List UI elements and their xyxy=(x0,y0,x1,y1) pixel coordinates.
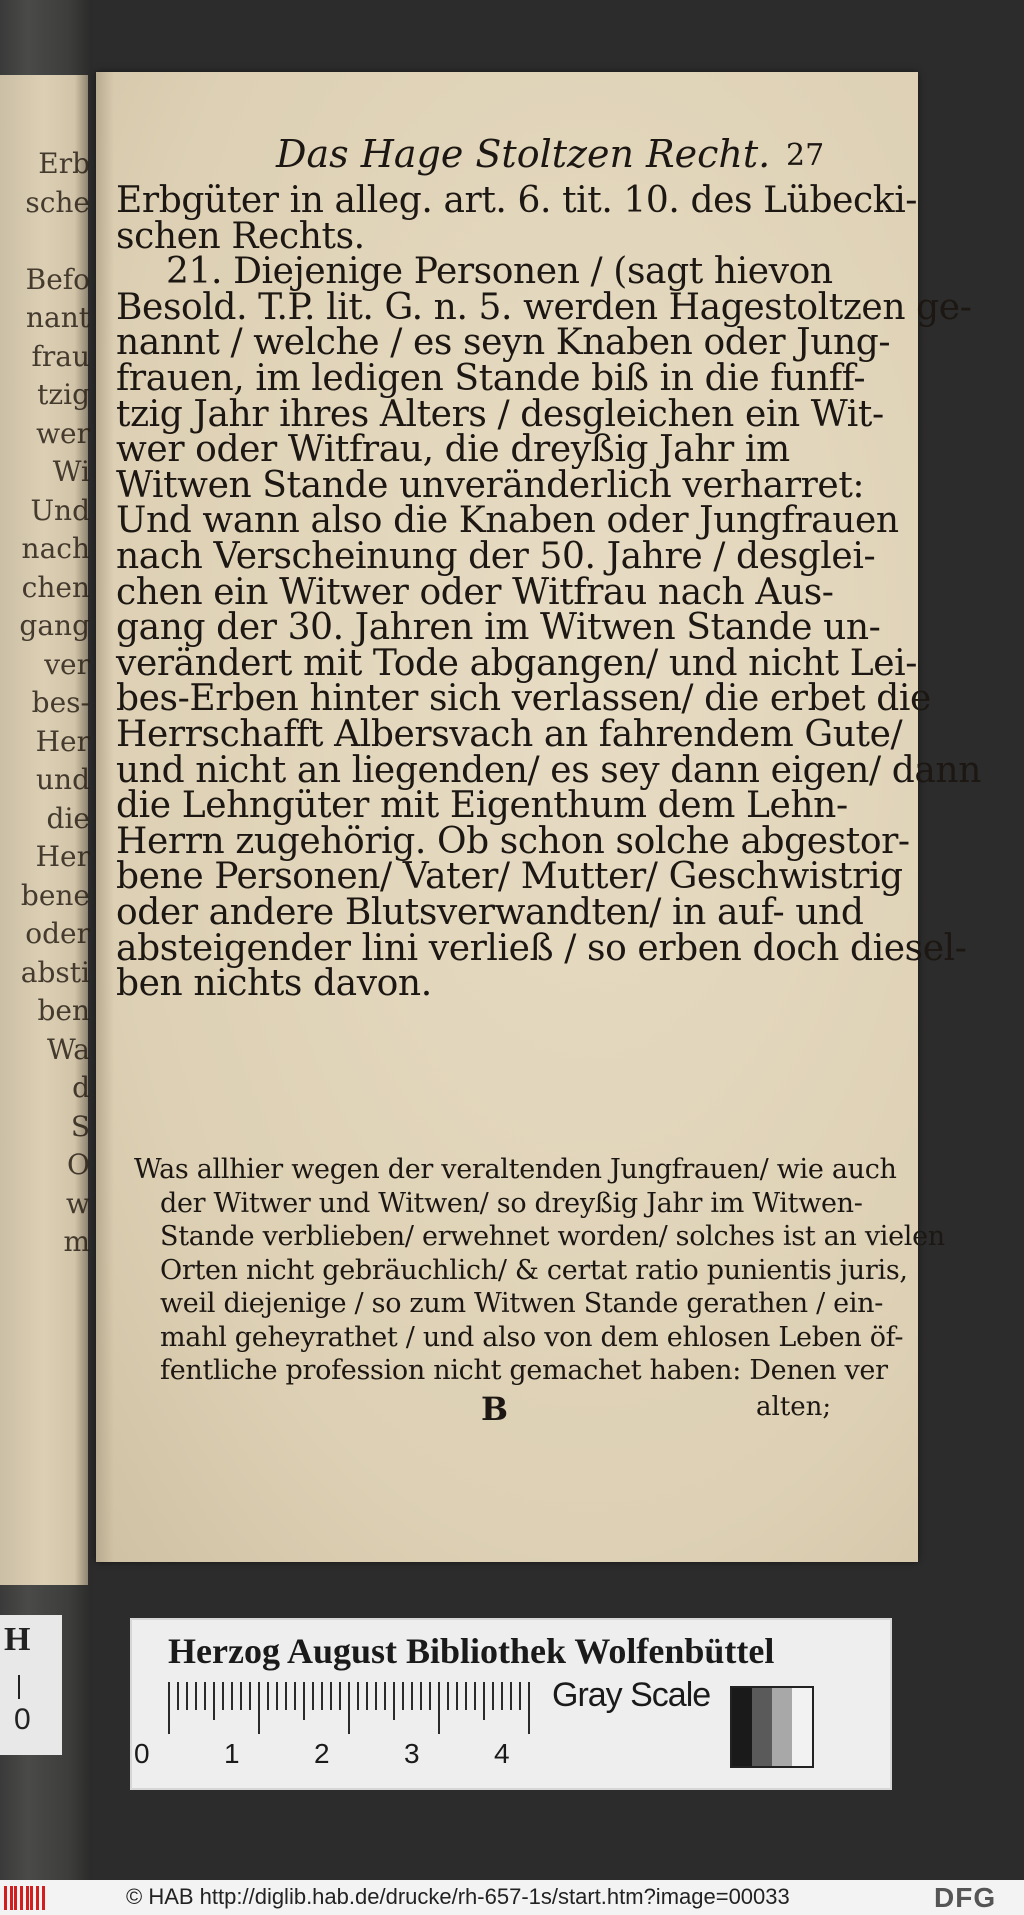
ruler-tick xyxy=(186,1682,188,1710)
ruler-tick xyxy=(510,1682,512,1710)
ruler-tick xyxy=(465,1682,467,1710)
left-page-text-fragment: frau xyxy=(31,339,90,373)
ruler-tick xyxy=(303,1682,305,1720)
ruler-tick xyxy=(474,1682,476,1710)
ruler-tick xyxy=(231,1682,233,1710)
ruler-tick xyxy=(393,1682,395,1720)
left-page-text-fragment: gang xyxy=(19,609,90,642)
ruler-tick xyxy=(177,1682,179,1710)
page-number: 27 xyxy=(786,138,825,173)
body-line: verändert mit Tode abgangen/ und nicht Lei- xyxy=(116,642,918,684)
left-page-text-fragment: nant xyxy=(25,301,90,334)
left-page-text-fragment: bene xyxy=(20,878,90,912)
left-page-text-fragment: S xyxy=(70,1109,90,1143)
left-page-text-fragment: absti xyxy=(20,955,90,989)
catchword: alten; xyxy=(756,1392,832,1422)
left-page-text-fragment: ben xyxy=(37,994,90,1027)
body-line: frauen, im ledigen Stande biß in die funff- xyxy=(116,358,866,399)
book-page xyxy=(96,72,981,1562)
left-page-text-fragment: nach xyxy=(21,532,90,565)
ruler-tick xyxy=(195,1682,197,1710)
scale-ruler xyxy=(168,1682,568,1742)
left-target-number: 0 xyxy=(14,1703,31,1736)
ruler-tick xyxy=(168,1682,170,1734)
gray-swatch xyxy=(792,1688,812,1766)
left-page-text-fragment: Her xyxy=(35,724,90,758)
left-color-target-fragment xyxy=(0,1615,62,1755)
gray-swatch xyxy=(772,1688,792,1766)
ruler-tick xyxy=(492,1682,494,1710)
left-page-text-fragment: Befo xyxy=(25,262,90,296)
gray-swatch xyxy=(732,1688,752,1766)
page-gutter xyxy=(96,72,114,1562)
footnote-line: Orten nicht gebräuchlich/ & certat ratio punientis juris, xyxy=(160,1254,908,1286)
ruler-tick xyxy=(321,1682,323,1710)
ruler-tick xyxy=(240,1682,242,1710)
left-page-text-fragment: die xyxy=(46,801,90,835)
left-page-text-fragment: m xyxy=(63,1225,90,1258)
left-page-fragment xyxy=(0,75,88,1585)
body-line: gang der 30. Jahren im Witwen Stande un- xyxy=(116,607,881,649)
barcode-icon xyxy=(4,1886,48,1910)
footnote-line: Was allhier wegen der veraltenden Jungfrauen/ wie auch xyxy=(134,1154,897,1185)
ruler-tick xyxy=(438,1682,440,1734)
left-page-text-fragment: chen xyxy=(21,570,90,604)
left-page-text-fragment: Erb xyxy=(38,147,90,180)
left-page-text-fragment: ver xyxy=(44,647,90,681)
ruler-tick xyxy=(339,1682,341,1710)
left-page-text-fragment: wer xyxy=(36,416,90,450)
footnote-line: fentliche profession nicht gemachet haben: Denen ver xyxy=(160,1355,888,1386)
body-line: nannt / welche / es seyn Knaben oder Jung- xyxy=(116,322,891,364)
ruler-tick xyxy=(258,1682,260,1734)
ruler-tick xyxy=(429,1682,431,1710)
ruler-tick xyxy=(519,1682,521,1710)
ruler-tick xyxy=(375,1682,377,1710)
body-line: oder andere Blutsverwandten/ in auf- und xyxy=(116,892,864,933)
body-line: chen ein Witwer oder Witfrau nach Aus- xyxy=(116,571,834,613)
body-line: tzig Jahr ihres Alters / desgleichen ein Wit- xyxy=(116,393,884,435)
left-page-text-fragment: d xyxy=(72,1071,90,1104)
body-line: nach Verscheinung der 50. Jahre / desglei- xyxy=(116,536,876,577)
left-page-text-fragment: O xyxy=(67,1148,90,1181)
footnote-line: Stande verblieben/ erwehnet worden/ solches ist an vielen xyxy=(160,1221,945,1252)
left-page-text-fragment: sche xyxy=(25,185,90,219)
ruler-tick xyxy=(357,1682,359,1710)
footnote-line: der Witwer und Witwen/ so dreyßig Jahr im Witwen- xyxy=(160,1187,863,1219)
ruler-tick xyxy=(276,1682,278,1710)
body-line: schen Rechts. xyxy=(116,215,365,257)
body-line: bes-Erben hinter sich verlassen/ die erbet die xyxy=(116,678,931,720)
left-page-text-fragment: und xyxy=(36,763,90,796)
left-page-text-fragment: oder xyxy=(25,917,90,950)
body-line: Herrn zugehörig. Ob schon solche abgestor- xyxy=(116,820,910,862)
body-line: Witwen Stande unveränderlich verharret: xyxy=(116,464,865,506)
body-line: bene Personen/ Vater/ Mutter/ Geschwistrig xyxy=(116,856,903,898)
left-page-text-fragment: Wa xyxy=(46,1032,90,1066)
running-head: Das Hage Stoltzen Recht. xyxy=(276,132,771,176)
left-page-text-fragment: Und xyxy=(30,493,90,527)
footnote-line: mahl geheyrathet / und also von dem ehlosen Leben öf- xyxy=(160,1321,904,1353)
ruler-tick xyxy=(267,1682,269,1710)
left-target-letter: H xyxy=(4,1621,31,1658)
ruler-tick xyxy=(213,1682,215,1720)
ruler-tick xyxy=(402,1682,404,1710)
left-page-text-fragment: tzig xyxy=(37,378,90,411)
ruler-tick xyxy=(456,1682,458,1710)
ruler-tick xyxy=(528,1682,530,1734)
ruler-tick xyxy=(249,1682,251,1710)
ruler-tick xyxy=(330,1682,332,1710)
body-line: die Lehngüter mit Eigenthum dem Lehn- xyxy=(116,785,848,827)
left-target-tick xyxy=(18,1675,20,1699)
ruler-tick xyxy=(285,1682,287,1710)
body-line: Erbgüter in alleg. art. 6. tit. 10. des Lübecki- xyxy=(116,180,918,221)
ruler-tick xyxy=(447,1682,449,1710)
left-page-text-fragment xyxy=(0,224,90,252)
left-page-text-fragment: w xyxy=(66,1186,90,1220)
left-page-text-fragment: Her xyxy=(35,840,90,873)
ruler-number: 4 xyxy=(494,1738,510,1769)
footer-credit[interactable]: © HAB http://diglib.hab.de/drucke/rh-657-1s/start.htm?image=00033 xyxy=(126,1884,790,1909)
color-target-card xyxy=(130,1618,892,1790)
ruler-tick xyxy=(483,1682,485,1720)
body-line: und nicht an liegenden/ es sey dann eigen/ dann xyxy=(116,749,981,791)
ruler-tick xyxy=(348,1682,350,1734)
gray-scale-swatches xyxy=(730,1686,814,1768)
ruler-number: 2 xyxy=(314,1738,330,1769)
ruler-tick xyxy=(204,1682,206,1710)
gray-swatch xyxy=(752,1688,772,1766)
footnote-line: weil diejenige / so zum Witwen Stande gerathen / ein- xyxy=(160,1288,884,1319)
ruler-tick xyxy=(294,1682,296,1710)
ruler-tick xyxy=(384,1682,386,1710)
gray-scale-label: Gray Scale xyxy=(552,1676,711,1714)
body-line: 21. Diejenige Personen / (sagt hievon xyxy=(166,251,833,293)
ruler-number: 1 xyxy=(224,1738,240,1769)
footer-bar xyxy=(0,1880,1024,1915)
ruler-tick xyxy=(312,1682,314,1710)
library-name: Herzog August Bibliothek Wolfenbüttel xyxy=(168,1631,775,1671)
ruler-number: 3 xyxy=(404,1738,420,1769)
body-line: wer oder Witfrau, die dreyßig Jahr im xyxy=(116,429,790,471)
body-line: Und wann also die Knaben oder Jungfrauen xyxy=(116,500,899,542)
ruler-tick xyxy=(366,1682,368,1710)
ruler-tick xyxy=(501,1682,503,1710)
ruler-tick xyxy=(420,1682,422,1710)
ruler-tick xyxy=(411,1682,413,1710)
left-page-text-fragment: bes- xyxy=(31,686,90,719)
left-page-text-fragment: Wi xyxy=(52,455,90,488)
body-line: ben nichts davon. xyxy=(116,963,432,1005)
ruler-tick xyxy=(222,1682,224,1710)
dfg-logo: DFG xyxy=(934,1882,997,1913)
ruler-number: 0 xyxy=(134,1738,150,1769)
signature-mark: B xyxy=(481,1390,509,1428)
body-line: absteigender lini verließ / so erben doch diesel- xyxy=(116,927,967,969)
body-line: Besold. T.P. lit. G. n. 5. werden Hagestoltzen ge- xyxy=(116,286,972,328)
body-line: Herrschafft Albersvach an fahrendem Gute/ xyxy=(116,714,903,755)
